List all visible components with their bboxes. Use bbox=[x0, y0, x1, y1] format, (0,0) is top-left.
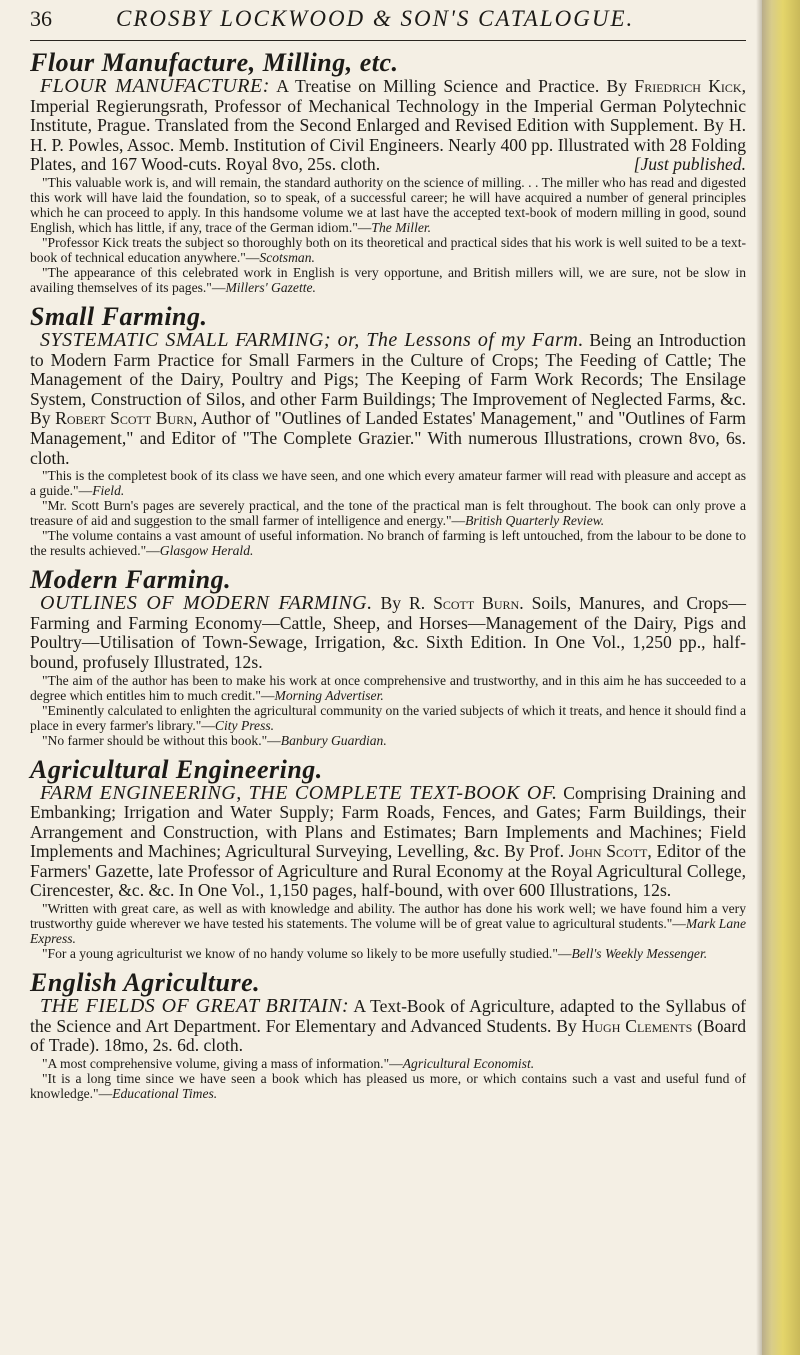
catalogue-section bbox=[30, 969, 746, 1101]
quote-source: Agricultural Economist. bbox=[402, 1055, 535, 1071]
review-quote bbox=[30, 1071, 746, 1101]
quote-source: City Press. bbox=[214, 717, 275, 733]
quote-source: Educational Times. bbox=[112, 1085, 218, 1101]
catalogue-section bbox=[30, 49, 746, 295]
book-description: . Soils, Manures, and Crops—Farming and Farming Economy—Cattle, Sheep, and Horses—Management of the Dairy, Pigs and Poultry—Utilisation of Town-Sewage, Irrigation, &c. Sixth Edition. In One Vol., 1,250 pp., half-bound, profusely Illustrated, 12s. bbox=[30, 593, 746, 672]
book-description-lead: A Text-Book of Agriculture, adapted to the Syllabus of the Science and Art Department. For Elementary and Advanced Students. By bbox=[30, 996, 746, 1036]
book-entry bbox=[30, 328, 746, 468]
section-heading: Flour Manufacture, Milling, etc. bbox=[30, 48, 399, 77]
section-heading: Agricultural Engineering. bbox=[30, 754, 323, 784]
review-quote bbox=[30, 175, 746, 235]
quote-source: Millers' Gazette. bbox=[225, 279, 316, 295]
quote-text: "Professor Kick treats the subject so thoroughly both on its theoretical and practical sides that his work is well suited to be a text-book of technical education anywhere."— bbox=[30, 234, 746, 265]
quote-text: "For a young agriculturist we know of no handy volume so likely to be more usefully studied."— bbox=[42, 946, 572, 962]
quote-text: "It is a long time since we have seen a book which has pleased us more, or which contains such a vast and useful fund of knowledge."— bbox=[30, 1070, 746, 1101]
catalogue-title: CROSBY LOCKWOOD & SON'S CATALOGUE. bbox=[116, 6, 635, 31]
catalogue-sections bbox=[30, 49, 746, 1101]
quote-source: The Miller. bbox=[371, 219, 432, 235]
review-quote bbox=[30, 498, 746, 528]
book-title: FARM ENGINEERING, THE COMPLETE TEXT-BOOK OF. bbox=[40, 781, 558, 804]
book-description: , Editor of the Farmers' Gazette, late Professor of Agriculture and Rural Economy at the Royal Agricultural College, Cirencester, &c. &c. In One Vol., 1,150 pages, half-bound, with over 600 Illustrations, 12s. bbox=[30, 841, 746, 901]
review-quote bbox=[30, 946, 746, 961]
review-quote bbox=[30, 1056, 746, 1071]
review-quote bbox=[30, 673, 746, 703]
book-entry bbox=[30, 997, 746, 1056]
book-edge bbox=[762, 0, 800, 1355]
section-heading: Small Farming. bbox=[30, 301, 208, 331]
book-title: THE FIELDS OF GREAT BRITAIN: bbox=[40, 995, 350, 1018]
book-author: R. Scott Burn bbox=[409, 593, 520, 614]
quote-text: "The volume contains a vast amount of useful information. No branch of farming is left untouched, from the labour to be done to the results achieved."— bbox=[30, 528, 746, 559]
section-heading: Modern Farming. bbox=[30, 565, 232, 595]
quote-source: Field. bbox=[92, 483, 125, 499]
book-description-lead: Comprising Draining and Embanking; Irrigation and Water Supply; Farm Roads, Fences, and Gates; Farm Buildings, their Arrangement and Construction, with Plans and Estimates; Barn Implements and Machines; Field Implements and Machines; Agricultural Surveying, Levelling, &c. By Prof. bbox=[30, 782, 746, 862]
running-header bbox=[30, 6, 746, 41]
review-quote bbox=[30, 265, 746, 295]
review-quote bbox=[30, 235, 746, 265]
quote-text: "Mr. Scott Burn's pages are severely practical, and the tone of the practical man is felt throughout. The book can only prove a treasure of aid and suggestion to the small farmer of intelligence and energy."— bbox=[30, 498, 746, 529]
quote-source: Banbury Guardian. bbox=[280, 732, 387, 748]
review-quote bbox=[30, 528, 746, 558]
book-description-lead: Being an Introduction to Modern Farm Practice for Small Farmers in the Culture of Crops; The Feeding of Cattle; The Management of the Dairy, Poultry and Pigs; The Keeping of Farm Work Records; The Ensilage System, Construction of Silos, and other Farm Buildings; The Improvement of Neglected Farms, &c. By bbox=[30, 329, 746, 429]
book-title: SYSTEMATIC SMALL FARMING; or, The Lessons of my Farm. bbox=[40, 328, 584, 351]
section-heading: English Agriculture. bbox=[30, 968, 261, 998]
review-quote bbox=[30, 901, 746, 946]
quote-source: Scotsman. bbox=[259, 249, 315, 265]
book-entry bbox=[30, 77, 746, 175]
quote-text: "Written with great care, as well as with knowledge and ability. The author has done his work well; we have found him a very trustworthy guide wherever we have tested his statements. The volume will be of great value to agricultural students."— bbox=[30, 901, 746, 932]
book-author: Robert Scott Burn bbox=[55, 408, 193, 429]
book-description-lead: A Treatise on Milling Science and Practice. By bbox=[269, 76, 635, 96]
quote-text: "This valuable work is, and will remain, the standard authority on the science of milling. . . The miller who has read and digested this work will have laid the foundation, so to speak, of a successful career; he will have acquired a number of general principles which he can proceed to apply. In this handsome volume we at last have the accepted text-book of modern milling in good, sound English, which has little, if any, trace of the German idiom."— bbox=[30, 174, 746, 235]
catalogue-section bbox=[30, 303, 746, 558]
quote-text: "Eminently calculated to enlighten the agricultural community on the varied subjects of which it treats, and hence it should find a place in every farmer's library."— bbox=[30, 702, 746, 733]
book-author: Friedrich Kick bbox=[634, 76, 742, 96]
quote-text: "This is the completest book of its class we have seen, and one which every amateur farmer will read with pleasure and accept as a guide."— bbox=[30, 468, 746, 499]
quote-source: British Quarterly Review. bbox=[465, 513, 605, 529]
book-description: , Imperial Regierungsrath, Professor of Mechanical Technology in the Imperial German Polytechnic Institute, Prague. Translated from the Second Enlarged and Revised Edition with Supplement. By H. H. P. Powles, Assoc. Memb. Institution of Civil Engineers. Nearly 400 pp. Illustrated with 28 Folding Plates, and 167 Wood-cuts. Royal 8vo, 25s. cloth. bbox=[30, 76, 746, 175]
quote-text: "The aim of the author has been to make his work at once comprehensive and trustworthy, and in this aim he has succeeded to a degree which entitles him to much credit."— bbox=[30, 672, 746, 703]
book-title: OUTLINES OF MODERN FARMING. bbox=[40, 592, 373, 615]
quote-text: "A most comprehensive volume, giving a mass of information."— bbox=[42, 1055, 403, 1071]
catalogue-section bbox=[30, 756, 746, 962]
book-title: FLOUR MANUFACTURE: bbox=[40, 75, 270, 97]
book-entry bbox=[30, 781, 746, 902]
quote-source: Bell's Weekly Messenger. bbox=[571, 946, 708, 962]
book-author: Hugh Clements bbox=[581, 1015, 693, 1036]
book-description-lead: By bbox=[372, 593, 410, 614]
review-quote bbox=[30, 703, 746, 733]
page-number: 36 bbox=[30, 6, 52, 31]
quote-source: Glasgow Herald. bbox=[159, 543, 254, 559]
quote-source: Mark Lane Express. bbox=[30, 916, 746, 947]
book-entry bbox=[30, 594, 746, 672]
book-description: , Author of "Outlines of Landed Estates' Management," and "Outlines of Farm Management," and Editor of "The Complete Grazier." With numerous Illustrations, crown 8vo, 6s. cloth. bbox=[30, 408, 746, 468]
book-author: John Scott bbox=[568, 841, 648, 862]
quote-text: "No farmer should be without this book."— bbox=[42, 732, 281, 748]
quote-text: "The appearance of this celebrated work in English is very opportune, and British millers will, we are sure, not be slow in availing themselves of its pages."— bbox=[30, 264, 746, 295]
book-description: (Board of Trade). 18mo, 2s. 6d. cloth. bbox=[30, 1015, 746, 1056]
review-quote bbox=[30, 468, 746, 498]
review-quote bbox=[30, 733, 746, 748]
page-content bbox=[30, 0, 746, 1101]
catalogue-section bbox=[30, 566, 746, 747]
publication-note: [Just published. bbox=[633, 154, 746, 175]
quote-source: Morning Advertiser. bbox=[274, 687, 384, 703]
